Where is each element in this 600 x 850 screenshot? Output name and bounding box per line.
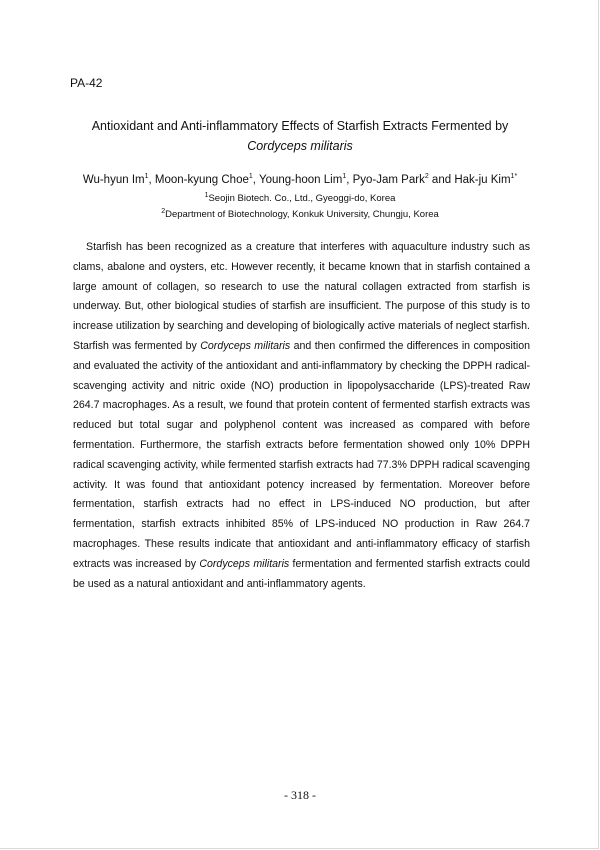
- author-separator: ,: [346, 174, 353, 186]
- abstract-species-name: Cordyceps militaris: [199, 557, 290, 570]
- abstract-text: Starfish has been recognized as a creature that interferes with aquaculture industry such as clams, abalone and oysters, etc. However recently, it became known that in starfish contained a large amount of collagen, so research to use the natural collagen extracted from starfish is underway. But, other biological studies of starfish are insufficient. The purpose of this study is to increase utilization by searching and developing of biologically active materials of neglect starfish. Starfish was fermented by: [73, 241, 530, 352]
- author-affiliation-mark: 1: [342, 173, 347, 181]
- author-name: Moon-kyung Choe: [154, 174, 249, 186]
- affiliation-mark: 2: [161, 207, 166, 215]
- title-line-1: Antioxidant and Anti-inflammatory Effects of Starfish Extracts Fermented by: [91, 119, 509, 133]
- author-affiliation-mark: 1: [144, 173, 149, 181]
- affiliation-2: [60, 209, 540, 220]
- poster-code: PA-42: [70, 76, 103, 90]
- author-name: Wu-hyun Im: [82, 174, 145, 186]
- author-separator: and: [428, 174, 455, 186]
- affiliation-1: [60, 193, 540, 204]
- author-affiliation-mark: 1*: [510, 173, 518, 181]
- page-number: - 318 -: [284, 788, 316, 802]
- affiliation-text: Seojin Biotech. Co., Ltd., Gyeoggi-do, Korea: [208, 193, 396, 204]
- paper-title: [60, 116, 540, 156]
- title-line-2: Cordyceps militaris: [247, 139, 353, 153]
- author-affiliation-mark: 1: [248, 173, 253, 181]
- author-name: Young-hoon Lim: [258, 174, 343, 186]
- abstract-text: and then confirmed the differences in composition and evaluated the activity of the antioxidant and anti-inflammatory by checking the DPPH radical-scavenging activity and nitric oxide (NO) production in lipopolysaccharide (LPS)-treated Raw 264.7 macrophages. As a result, we found that protein content of fermented starfish extracts was reduced but total sugar and polyphenol content was increased as compared with before fermentation. Furthermore, the starfish extracts before fermentation showed only 10% DPPH radical scavenging activity, while fermented starfish extracts had 77.3% DPPH radical scavenging activity. It was found that antioxidant potency increased by fermentation. Moreover before fermentation, starfish extracts had no effect in LPS-induced NO production, but after fermentation, starfish extracts inhibited 85% of LPS-induced NO production in Raw 264.7 macrophages. These results indicate that antioxidant and anti-inflammatory efficacy of starfish extracts was increased by: [73, 339, 530, 570]
- author-name: Pyo-Jam Park: [352, 174, 425, 186]
- author-affiliation-mark: 2: [424, 173, 429, 181]
- affiliation-mark: 1: [204, 191, 209, 199]
- author-separator: ,: [148, 174, 155, 186]
- affiliation-text: Department of Biotechnology, Konkuk University, Chungju, Korea: [165, 209, 439, 220]
- author-name: Hak-ju Kim: [454, 174, 511, 186]
- author-list: [60, 174, 540, 186]
- abstract-text: fermentation and fermented starfish extracts could be used as a natural antioxidant and anti-inflammatory agents.: [73, 557, 531, 590]
- author-separator: ,: [252, 174, 259, 186]
- abstract-species-name: Cordyceps militaris: [200, 339, 291, 352]
- abstract-paragraph: [73, 238, 530, 594]
